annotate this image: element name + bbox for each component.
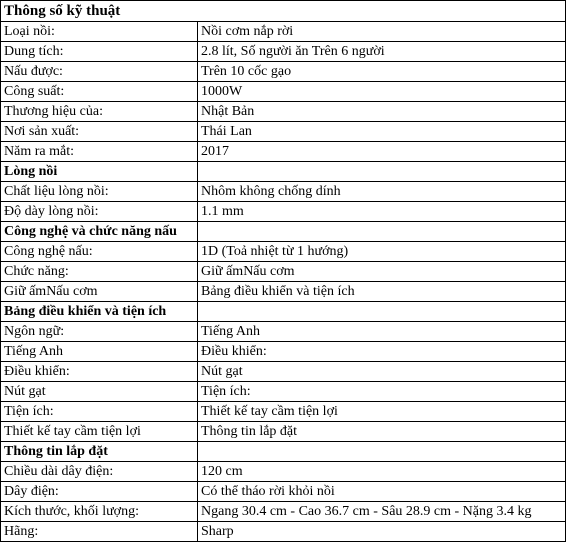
row-value: 2.8 lít, Số người ăn Trên 6 người xyxy=(201,44,385,59)
table-row xyxy=(1,462,565,482)
table-title: Thông số kỹ thuật xyxy=(4,3,121,19)
row-label: Chất liệu lòng nồi: xyxy=(1,182,198,201)
table-row xyxy=(1,62,565,82)
section-header-tech xyxy=(1,222,565,242)
section-header-pot xyxy=(1,162,565,182)
table-row xyxy=(1,102,565,122)
table-row xyxy=(1,182,565,202)
row-value: Bảng điều khiển và tiện ích xyxy=(201,284,355,299)
table-row xyxy=(1,522,565,542)
row-label: Giữ ấmNấu cơm xyxy=(1,282,198,301)
row-value: Nồi cơm nắp rời xyxy=(201,24,294,39)
row-value: 120 cm xyxy=(201,464,243,479)
row-value: Tiện ích: xyxy=(201,384,251,399)
section-title: Lòng nồi xyxy=(1,162,198,181)
row-value: 1.1 mm xyxy=(201,204,244,219)
row-value: 1D (Toả nhiệt từ 1 hướng) xyxy=(201,244,349,259)
row-value: Nhôm không chống dính xyxy=(201,184,341,199)
row-label: Loại nồi: xyxy=(1,22,198,41)
row-label: Nấu được: xyxy=(1,62,198,81)
row-label: Chiều dài dây điện: xyxy=(1,462,198,481)
section-empty-cell xyxy=(198,442,565,461)
row-value: Điều khiển: xyxy=(201,344,267,359)
table-row xyxy=(1,362,565,382)
row-value: Nút gạt xyxy=(201,364,243,379)
section-empty-cell xyxy=(198,162,565,181)
row-value: 1000W xyxy=(201,84,243,99)
row-label: Thiết kế tay cầm tiện lợi xyxy=(1,422,198,441)
row-label: Nút gạt xyxy=(1,382,198,401)
table-title-row xyxy=(1,1,565,22)
row-label: Tiếng Anh xyxy=(1,342,198,361)
row-label: Điều khiển: xyxy=(1,362,198,381)
section-title: Công nghệ và chức năng nấu xyxy=(1,222,198,241)
row-value: Trên 10 cốc gạo xyxy=(201,64,292,79)
table-row xyxy=(1,282,565,302)
row-label: Hãng: xyxy=(1,522,198,542)
section-title: Thông tin lắp đặt xyxy=(1,442,198,461)
section-header-install xyxy=(1,442,565,462)
row-label: Thương hiệu của: xyxy=(1,102,198,121)
table-row xyxy=(1,482,565,502)
row-label: Dây điện: xyxy=(1,482,198,501)
row-value: Sharp xyxy=(201,524,234,539)
row-label: Năm ra mắt: xyxy=(1,142,198,161)
table-row xyxy=(1,502,565,522)
table-row xyxy=(1,22,565,42)
row-label: Nơi sản xuất: xyxy=(1,122,198,141)
section-empty-cell xyxy=(198,222,565,241)
table-row xyxy=(1,342,565,362)
table-row xyxy=(1,422,565,442)
row-value: Tiếng Anh xyxy=(201,324,261,339)
row-value: Nhật Bản xyxy=(201,104,255,119)
row-value: Thông tin lắp đặt xyxy=(201,424,298,439)
table-row xyxy=(1,382,565,402)
table-row xyxy=(1,242,565,262)
row-label: Công nghệ nấu: xyxy=(1,242,198,261)
row-label: Tiện ích: xyxy=(1,402,198,421)
row-value: Có thể tháo rời khỏi nồi xyxy=(201,484,335,499)
table-row xyxy=(1,42,565,62)
section-header-controls xyxy=(1,302,565,322)
row-value: Ngang 30.4 cm - Cao 36.7 cm - Sâu 28.9 cm - Nặng 3.4 kg xyxy=(201,504,532,519)
row-label: Công suất: xyxy=(1,82,198,101)
row-value: Giữ ấmNấu cơm xyxy=(201,264,295,279)
row-label: Kích thước, khối lượng: xyxy=(1,502,198,521)
row-value: 2017 xyxy=(201,144,229,159)
table-row xyxy=(1,122,565,142)
table-row xyxy=(1,82,565,102)
row-label: Chức năng: xyxy=(1,262,198,281)
row-label: Độ dày lòng nồi: xyxy=(1,202,198,221)
section-title: Bảng điều khiển và tiện ích xyxy=(1,302,198,321)
table-row xyxy=(1,142,565,162)
row-value: Thái Lan xyxy=(201,124,252,139)
row-value: Thiết kế tay cầm tiện lợi xyxy=(201,404,338,419)
table-row xyxy=(1,402,565,422)
table-row xyxy=(1,202,565,222)
table-row xyxy=(1,322,565,342)
section-empty-cell xyxy=(198,302,565,321)
row-label: Dung tích: xyxy=(1,42,198,61)
table-row xyxy=(1,262,565,282)
row-label: Ngôn ngữ: xyxy=(1,322,198,341)
